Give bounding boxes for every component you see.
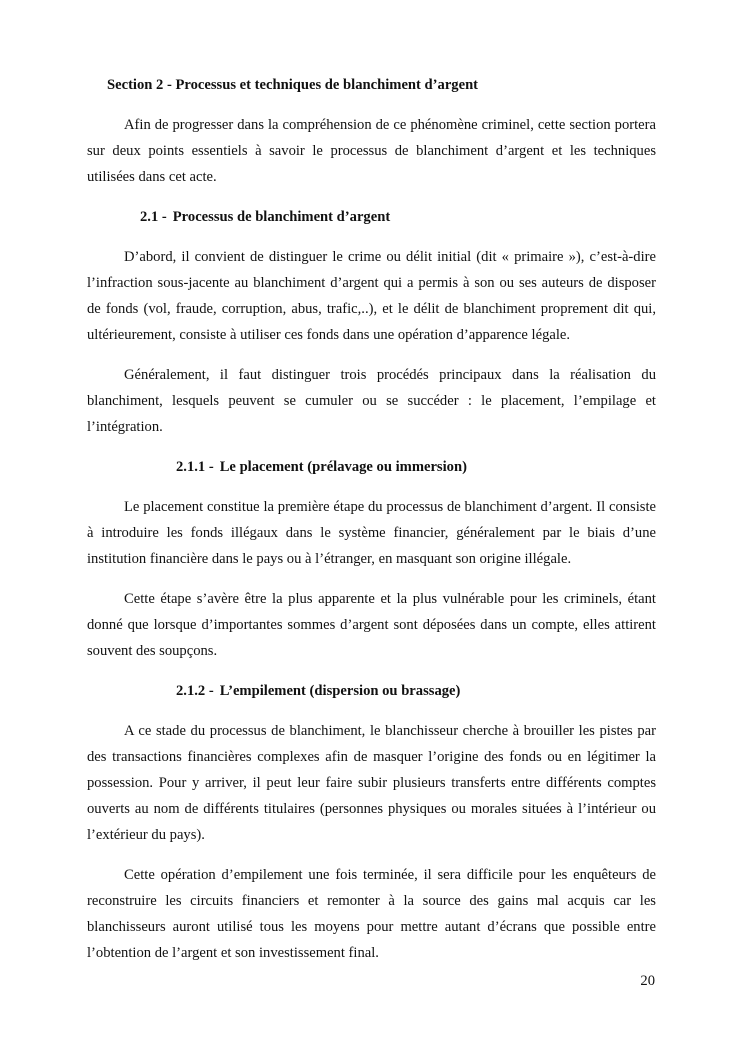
subsection-title: L’empilement (dispersion ou brassage) <box>219 683 461 699</box>
page-content <box>87 72 656 980</box>
paragraph-2-1-a: D’abord, il convient de distinguer le crime ou délit initial (dit « primaire »), c’est-à-dire l’infraction sous-jacente au blanchiment d’argent qui a permis à son ou ses auteurs de disposer de fonds (vol, fraude, corruption, abus, trafic,..), et le délit de blanchiment proprement dit qui, ultérieurement, consiste à utiliser ces fonds dans une opération d’apparence légale. <box>87 249 656 343</box>
paragraph-2-1-b: Généralement, il faut distinguer trois procédés principaux dans la réalisation du blanchiment, lesquels peuvent se cumuler ou se succéder : le placement, l’empilage et l’intégration. <box>87 367 656 435</box>
paragraph-2-1-2-a: A ce stade du processus de blanchiment, le blanchisseur cherche à brouiller les pistes par des transactions financières complexes afin de masquer l’origine des fonds ou en légitimer la possession. Pour y arriver, il peut leur faire subir plusieurs transferts entre différents comptes ouverts au nom de différents titulaires (personnes physiques ou morales situées à l’intérieur ou l’extérieur du pays). <box>87 723 656 843</box>
section-intro-paragraph: Afin de progresser dans la compréhension de ce phénomène criminel, cette section portera sur deux points essentiels à savoir le processus de blanchiment d’argent et les techniques utilisées dans cet acte. <box>87 117 656 185</box>
subsection-title: Processus de blanchiment d’argent <box>172 209 391 225</box>
paragraph-2-1-1-b: Cette étape s’avère être la plus apparente et la plus vulnérable pour les criminels, étant donné que lorsque d’importantes sommes d’argent sont déposées dans un compte, elles attirent souvent des soupçons. <box>87 591 656 659</box>
subsection-heading-2-1-2 <box>87 678 656 704</box>
subsection-number: 2.1.2 - <box>176 683 214 699</box>
section-heading: Section 2 - Processus et techniques de blanchiment d’argent <box>107 77 479 93</box>
subsection-number: 2.1.1 - <box>176 459 214 475</box>
subsection-number: 2.1 - <box>140 209 167 225</box>
paragraph-2-1-1-a: Le placement constitue la première étape du processus de blanchiment d’argent. Il consiste à introduire les fonds illégaux dans le système financier, généralement par le biais d’une institution financière dans le pays ou à l’étranger, en masquant son origine illégale. <box>87 499 656 567</box>
page-number: 20 <box>640 973 655 989</box>
subsection-title: Le placement (prélavage ou immersion) <box>219 459 467 475</box>
subsection-heading-2-1-1 <box>87 454 656 480</box>
paragraph-2-1-2-b: Cette opération d’empilement une fois terminée, il sera difficile pour les enquêteurs de reconstruire les circuits financiers et remonter à la source des gains mal acquis car les blanchisseurs auront utilisé tous les moyens pour mettre autant d’écrans que possible entre l’obtention de l’argent et son investissement final. <box>87 867 656 961</box>
subsection-heading-2-1 <box>87 204 656 230</box>
